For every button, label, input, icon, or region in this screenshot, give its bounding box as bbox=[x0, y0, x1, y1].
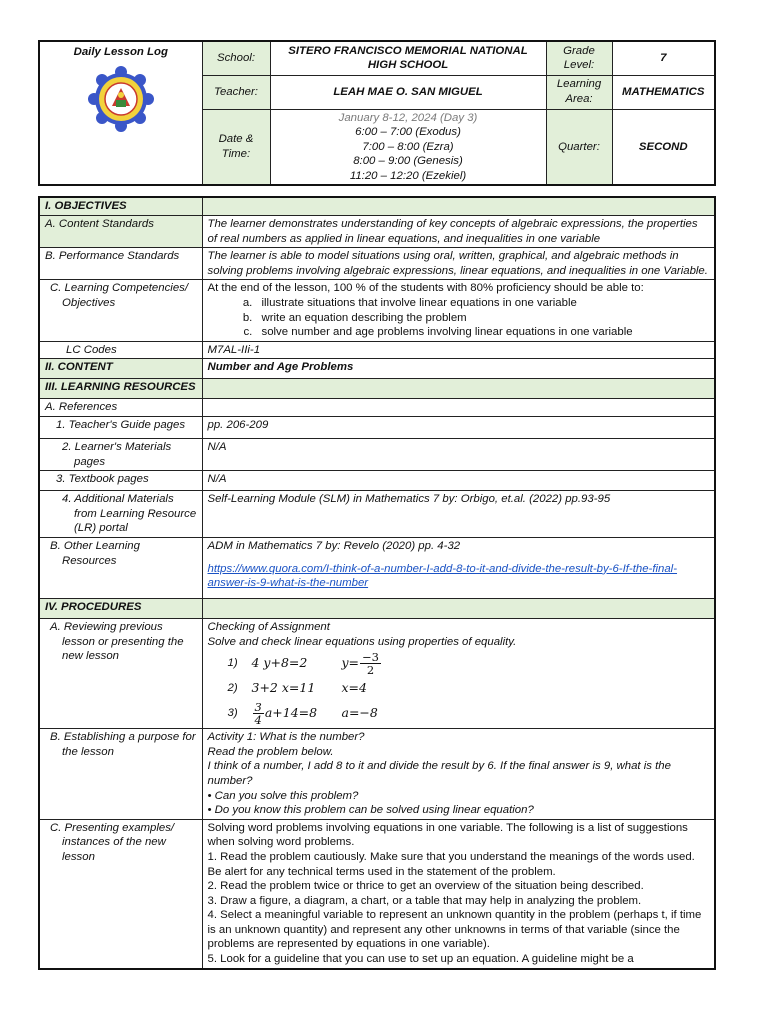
procedure-a-subtitle: Solve and check linear equations using properties of equality. bbox=[207, 635, 517, 648]
other-resources-label: B. Other Learning Resources bbox=[39, 537, 202, 598]
competencies-list bbox=[208, 296, 710, 340]
procedure-c-line: 3. Draw a figure, a diagram, a chart, or a table that may help in analyzing the problem. bbox=[207, 894, 642, 907]
quarter-value: SECOND bbox=[612, 109, 715, 185]
performance-standards-label: B. Performance Standards bbox=[39, 248, 202, 280]
additional-materials-label: 4. Additional Materials from Learning Resource (LR) portal bbox=[39, 491, 202, 538]
procedure-c-line: 2. Read the problem twice or thrice to get an overview of the situation being described. bbox=[207, 880, 644, 893]
equation-row: 1) 4 y+8=2 y= $\frac{-3}{2}$ bbox=[227, 649, 379, 677]
procedure-b-label: B. Establishing a purpose for the lesson bbox=[39, 729, 202, 820]
teacher-label: Teacher: bbox=[202, 75, 270, 109]
area-value: MATHEMATICS bbox=[612, 75, 715, 109]
competencies-label: C. Learning Competencies/ Objectives bbox=[39, 280, 202, 341]
competencies-cell bbox=[202, 280, 715, 341]
time-slot: 11:20 – 12:20 (Ezekiel) bbox=[349, 169, 467, 182]
procedure-c-cell bbox=[202, 819, 715, 968]
list-item: c. solve number and age problems involving linear equations in one variable bbox=[256, 325, 710, 340]
other-resources-cell bbox=[202, 537, 715, 598]
area-label: Learning Area: bbox=[546, 75, 612, 109]
performance-standards-text: The learner is able to model situations using oral, written, graphical, and algebraic methods in solving problems involving algebraic expressions, linear equations, and inequalities in one Variable. bbox=[202, 248, 715, 280]
procedure-a-cell bbox=[202, 618, 715, 728]
quora-link[interactable]: https://www.quora.com/I-think-of-a-number-I-add-8-to-it-and-divide-the-result-by-6-If-the-final-answer-is-9-what-is-the-number bbox=[207, 562, 678, 590]
section-heading: IV. PROCEDURES bbox=[39, 598, 202, 618]
header-table bbox=[38, 40, 716, 186]
textbook-label: 3. Textbook pages bbox=[39, 471, 202, 491]
section-resources bbox=[39, 379, 715, 399]
content-value: Number and Age Problems bbox=[202, 359, 715, 379]
references-label: A. References bbox=[39, 399, 202, 417]
procedure-b-cell bbox=[202, 729, 715, 820]
additional-materials-value: Self-Learning Module (SLM) in Mathematics 7 by: Orbigo, et.al. (2022) pp.93-95 bbox=[202, 491, 715, 538]
procedure-b-line: Activity 1: What is the number? bbox=[207, 731, 365, 744]
time-slot: 7:00 – 8:00 (Ezra) bbox=[362, 140, 454, 153]
procedure-a-label: A. Reviewing previous lesson or presenting the new lesson bbox=[39, 618, 202, 728]
log-title: Daily Lesson Log bbox=[73, 46, 168, 58]
time-slot: 6:00 – 7:00 (Exodus) bbox=[355, 126, 461, 139]
content-standards-text: The learner demonstrates understanding of key concepts of algebraic expressions, the properties of real numbers as applied in linear equations, and inequalities in one variable bbox=[202, 216, 715, 248]
grade-label: Grade Level: bbox=[546, 41, 612, 75]
procedure-b-line: • Do you know this problem can be solved using linear equation? bbox=[207, 804, 534, 817]
list-item: a. illustrate situations that involve linear equations in one variable bbox=[256, 296, 710, 311]
teachers-guide-value: pp. 206-209 bbox=[202, 417, 715, 439]
procedure-c-line: Solving word problems involving equations in one variable. The following is a list of suggestions when solving word problems. bbox=[207, 821, 688, 849]
learners-materials-label: 2. Learner's Materials pages bbox=[39, 439, 202, 471]
teacher-value: LEAH MAE O. SAN MIGUEL bbox=[270, 75, 546, 109]
competencies-intro: At the end of the lesson, 100 % of the students with 80% proficiency should be able to: bbox=[207, 282, 644, 295]
datetime-value bbox=[270, 109, 546, 185]
school-seal-icon bbox=[88, 66, 154, 132]
procedure-b-line: Read the problem below. bbox=[207, 745, 334, 758]
section-heading: II. CONTENT bbox=[39, 359, 202, 379]
equation-row: 3) $\frac{3}{4}$ a+14=8 a=−8 bbox=[227, 699, 378, 727]
section-content bbox=[39, 359, 715, 379]
lc-codes-label: LC Codes bbox=[39, 341, 202, 359]
section-objectives bbox=[39, 197, 715, 215]
other-resources-value: ADM in Mathematics 7 by: Revelo (2020) pp. 4-32 bbox=[207, 539, 461, 552]
procedure-c-label: C. Presenting examples/ instances of the new lesson bbox=[39, 819, 202, 968]
content-standards-label: A. Content Standards bbox=[39, 216, 202, 248]
teachers-guide-label: 1. Teacher's Guide pages bbox=[39, 417, 202, 439]
section-heading: I. OBJECTIVES bbox=[39, 197, 202, 215]
procedure-b-line: I think of a number, I add 8 to it and divide the result by 6. If the final answer is 9, what is the number? bbox=[207, 760, 671, 787]
log-title-cell bbox=[39, 41, 202, 185]
procedure-c-line: 1. Read the problem cautiously. Make sure that you understand the meanings of the words used. Be alert for any technical terms used in the statement of the problem. bbox=[207, 850, 695, 878]
school-value: SITERO FRANCISCO MEMORIAL NATIONAL HIGH SCHOOL bbox=[270, 41, 546, 75]
datetime-label: Date & Time: bbox=[202, 109, 270, 185]
textbook-value: N/A bbox=[202, 471, 715, 491]
date-line: January 8-12, 2024 (Day 3) bbox=[338, 111, 478, 124]
procedure-c-line: 5. Look for a guideline that you can use to set up an equation. A guideline might be a bbox=[207, 953, 634, 966]
lc-codes-value: M7AL-IIi-1 bbox=[202, 341, 715, 359]
school-label: School: bbox=[202, 41, 270, 75]
lesson-table bbox=[38, 196, 716, 969]
quarter-label: Quarter: bbox=[546, 109, 612, 185]
procedure-b-line: • Can you solve this problem? bbox=[207, 789, 359, 802]
procedure-c-line: 4. Select a meaningful variable to represent an unknown quantity in the problem (perhaps t, if time is an unknown quantity) and represent any other unknowns in terms of that variable (since the problems are represented by equations in one variable). bbox=[207, 909, 702, 951]
equation-row: 2) 3+2 x=11 x=4 bbox=[227, 679, 367, 695]
list-item: b. write an equation describing the problem bbox=[256, 311, 710, 326]
section-heading: III. LEARNING RESOURCES bbox=[39, 379, 202, 399]
section-procedures bbox=[39, 598, 715, 618]
learners-materials-value: N/A bbox=[202, 439, 715, 471]
time-slot: 8:00 – 9:00 (Genesis) bbox=[353, 155, 463, 168]
lesson-log-page bbox=[38, 40, 714, 970]
grade-value: 7 bbox=[612, 41, 715, 75]
procedure-a-title: Checking of Assignment bbox=[207, 620, 330, 633]
